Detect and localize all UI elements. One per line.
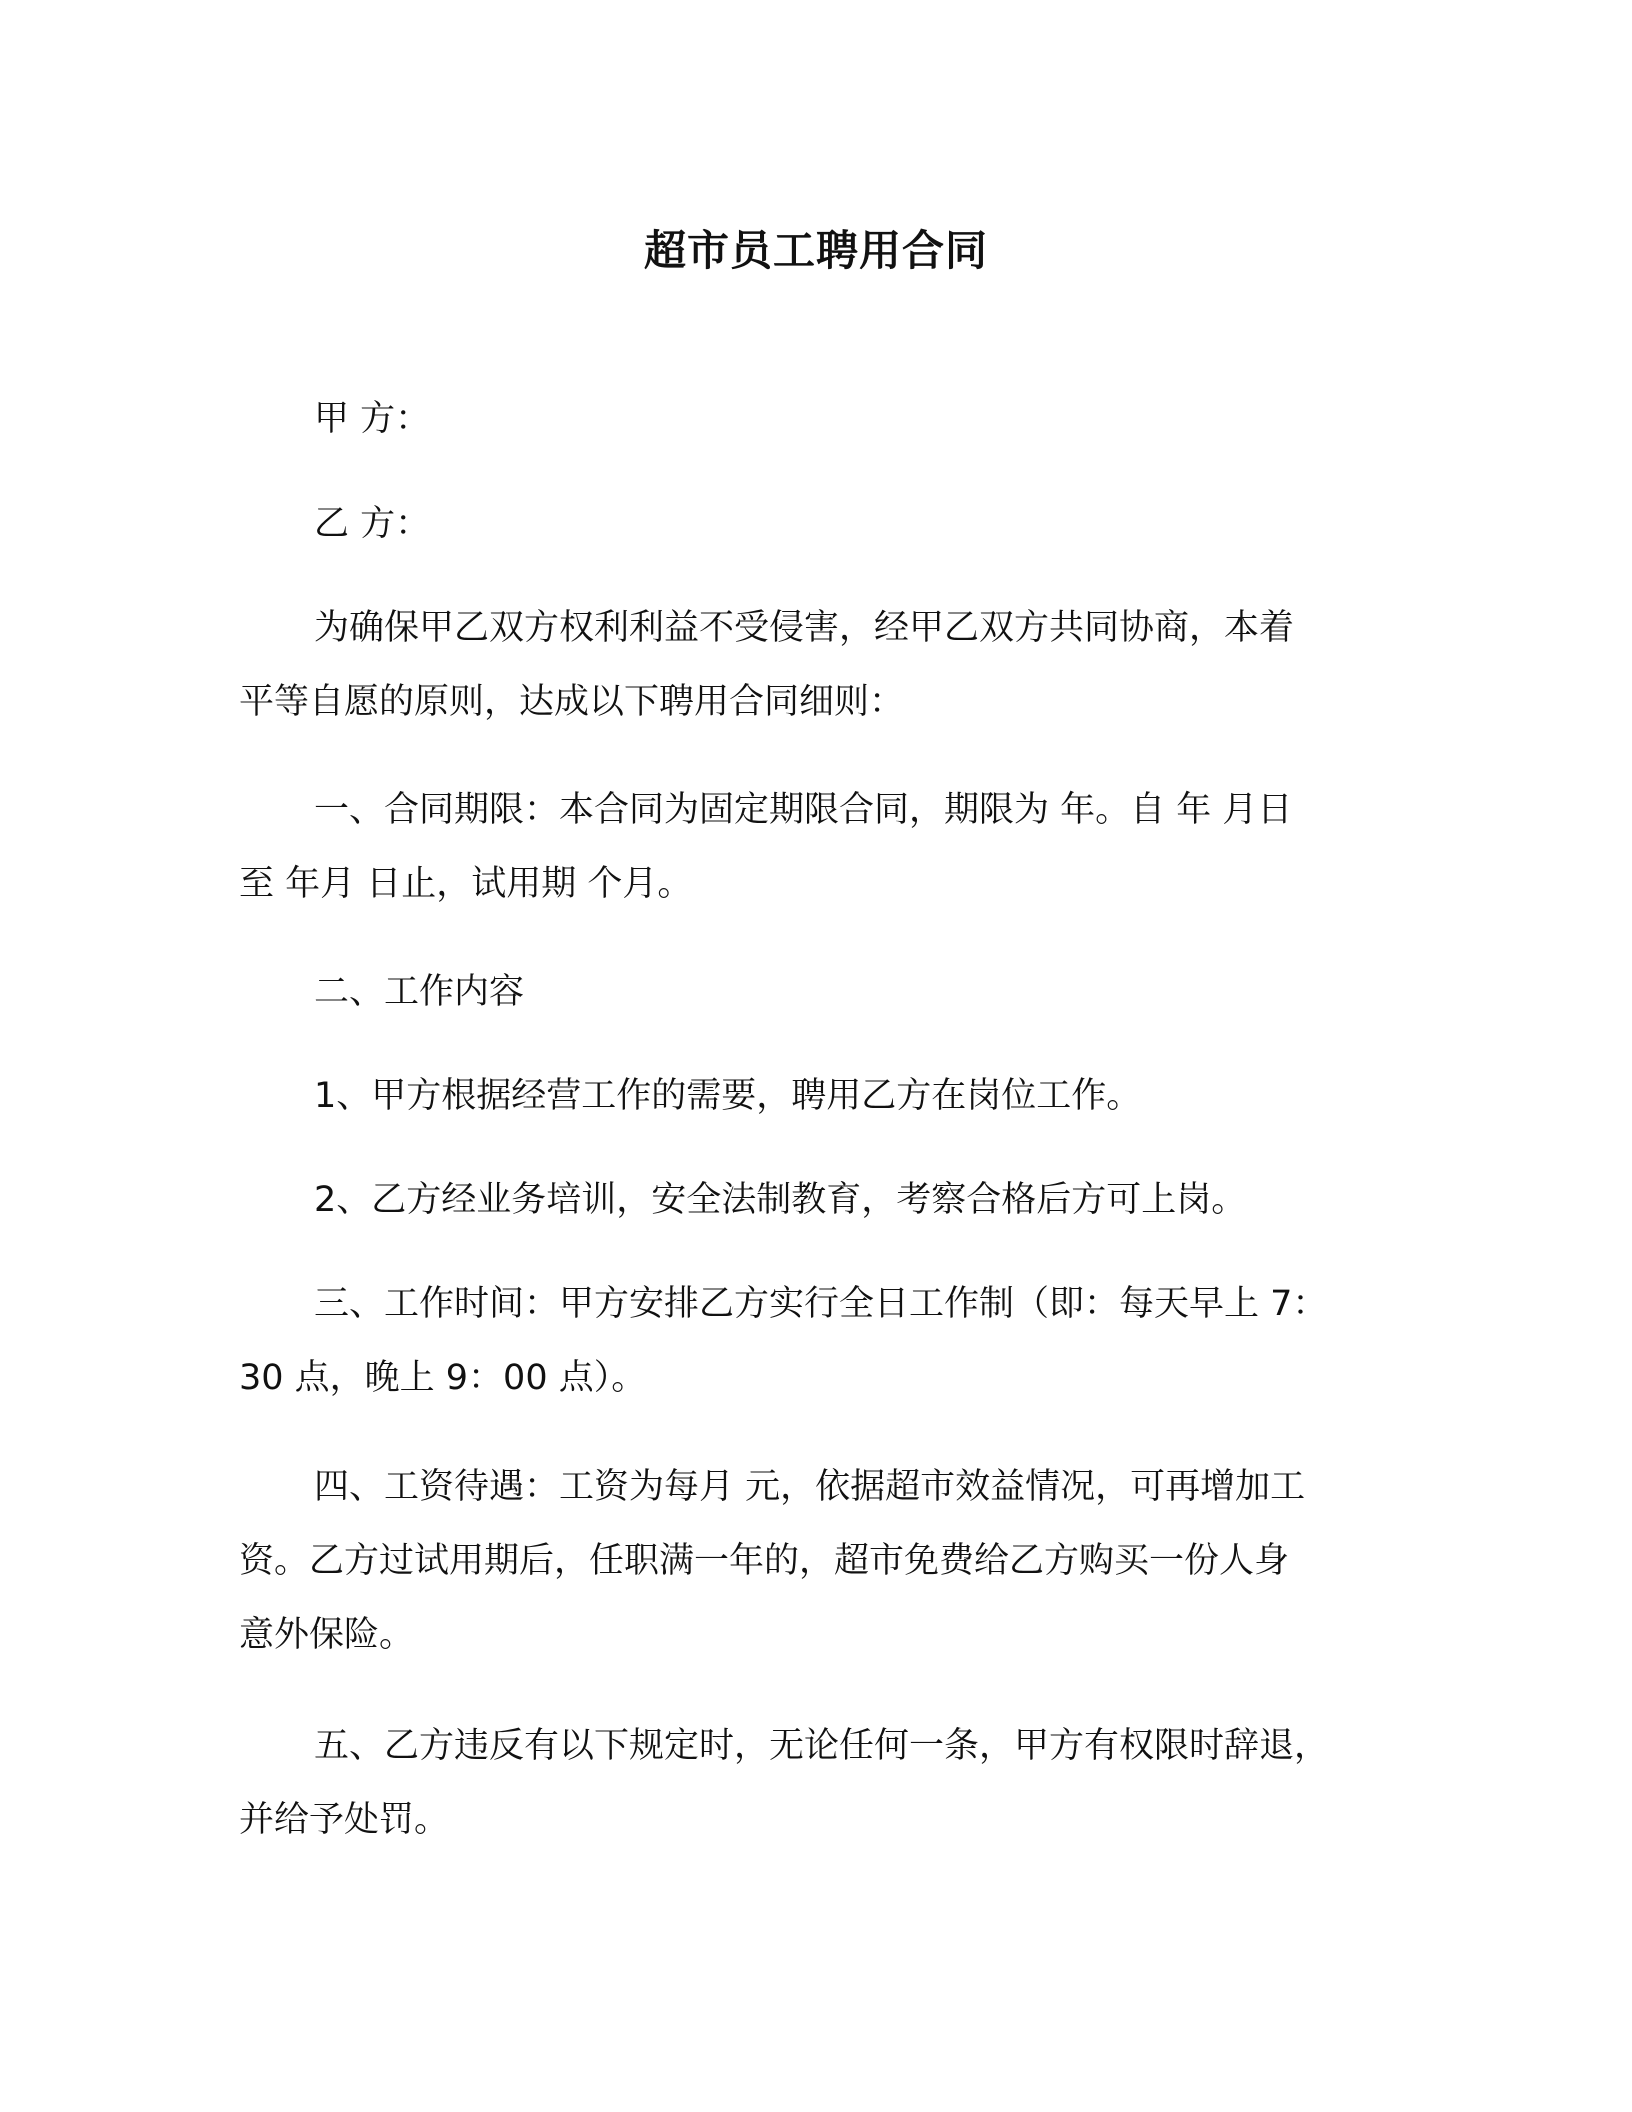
term-line-2: 至 年月 日止，试用期 个月。: [239, 864, 693, 904]
hours-line-2: 30 点，晚上 9：00 点）。: [239, 1358, 647, 1398]
violation-line-2: 并给予处罚。: [239, 1800, 450, 1840]
work-item-2: [239, 1163, 1359, 1237]
work-heading: 二、工作内容: [314, 972, 525, 1012]
intro-line-2: 平等自愿的原则，达成以下聘用合同细则：: [239, 682, 905, 722]
intro-paragraph: [239, 591, 1359, 739]
section-wages: [239, 1450, 1359, 1672]
document-title: 超市员工聘用合同: [643, 226, 988, 275]
wage-line-2: 资。乙方过试用期后，任职满一年的，超市免费给乙方购买一份人身: [239, 1541, 1290, 1581]
party-b-label: 乙 方：: [314, 504, 431, 544]
violation-line-1: 五、乙方违反有以下规定时，无论任何一条，甲方有权限时辞退，: [314, 1726, 1330, 1766]
party-a-label: 甲 方：: [314, 399, 431, 439]
section-violations: [239, 1709, 1359, 1857]
wage-line-3: 意外保险。: [239, 1615, 415, 1655]
term-line-1: 一、合同期限：本合同为固定期限合同，期限为 年。自 年 月日: [314, 790, 1293, 830]
party-a-line: [239, 382, 1359, 456]
wage-line-1: 四、工资待遇：工资为每月 元，依据超市效益情况，可再增加工: [314, 1467, 1306, 1507]
party-b-line: [239, 487, 1359, 561]
work-item-2-text: 2、乙方经业务培训，安全法制教育，考察合格后方可上岗。: [314, 1180, 1247, 1220]
section-term: [239, 773, 1359, 921]
work-item-1-text: 1、甲方根据经营工作的需要，聘用乙方在岗位工作。: [314, 1076, 1142, 1116]
section-work-heading: [239, 955, 1359, 1029]
work-item-1: [239, 1059, 1359, 1133]
hours-line-1: 三、工作时间：甲方安排乙方实行全日工作制（即：每天早上 7：: [314, 1284, 1328, 1324]
intro-line-1: 为确保甲乙双方权利利益不受侵害，经甲乙双方共同协商，本着: [314, 608, 1295, 648]
section-hours: [239, 1267, 1359, 1415]
